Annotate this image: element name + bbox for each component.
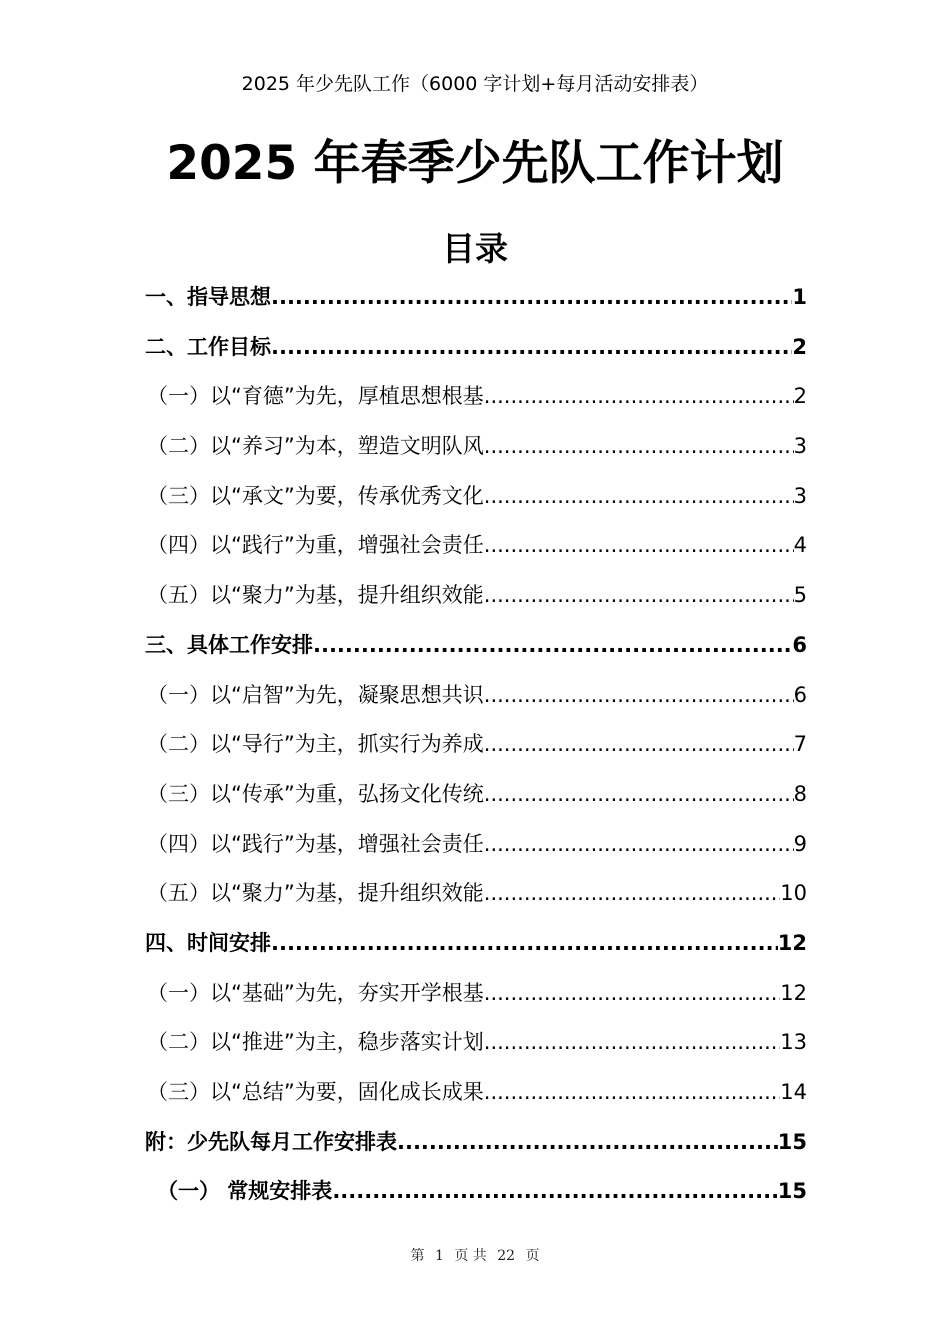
toc-entry[interactable] (145, 621, 807, 671)
toc-dot-leader (484, 1068, 781, 1118)
toc-entry-page-number: 1 (792, 285, 807, 309)
toc-entry-page-number: 13 (780, 1030, 807, 1055)
toc-entry-title: （二）以“导行”为主，抓实行为养成 (147, 732, 484, 757)
toc-entry[interactable] (145, 820, 807, 870)
toc-entry-title: （三）以“传承”为重，弘扬文化传统 (147, 781, 484, 806)
footer-total-pages: 22 (497, 1248, 516, 1264)
toc-heading: 目录 (442, 229, 508, 268)
footer-middle: 页 共 (454, 1248, 487, 1264)
table-of-contents (145, 273, 807, 1217)
toc-entry[interactable] (145, 919, 807, 969)
toc-entry[interactable] (145, 1118, 807, 1168)
toc-entry-title: （一） 常规安排表 (157, 1179, 333, 1204)
toc-entry[interactable] (145, 273, 807, 323)
toc-dot-leader (397, 1118, 778, 1168)
toc-entry[interactable] (145, 521, 807, 571)
page-footer (0, 1245, 950, 1267)
toc-entry[interactable] (145, 571, 807, 621)
toc-entry-title: （二）以“养习”为本，塑造文明队风 (147, 434, 484, 459)
toc-entry-title: （一）以“启智”为先，凝聚思想共识 (147, 682, 484, 707)
toc-entry-title: （二）以“推进”为主，稳步落实计划 (147, 1030, 484, 1055)
toc-dot-leader (484, 671, 794, 721)
toc-dot-leader (484, 969, 781, 1019)
toc-entry-title: （一）以“育德”为先，厚植思想根基 (147, 384, 484, 409)
toc-entry-page-number: 10 (780, 881, 807, 906)
toc-dot-leader (484, 372, 794, 422)
toc-entry-page-number: 12 (777, 930, 807, 955)
toc-entry-title: 二、工作目标 (145, 334, 271, 359)
toc-entry-page-number: 3 (793, 434, 807, 459)
document-header: 2025 年少先队工作（6000 字计划+每月活动安排表） (241, 73, 709, 95)
toc-entry[interactable] (145, 323, 807, 373)
toc-entry-page-number: 6 (793, 682, 807, 707)
toc-dot-leader (313, 621, 792, 671)
toc-dot-leader (484, 720, 794, 770)
toc-entry[interactable] (145, 1167, 807, 1217)
toc-dot-leader (271, 273, 792, 323)
toc-dot-leader (484, 820, 794, 870)
toc-entry-page-number: 15 (777, 1179, 807, 1204)
footer-prefix: 第 (410, 1248, 425, 1264)
toc-entry[interactable] (145, 671, 807, 721)
toc-dot-leader (271, 323, 792, 373)
toc-entry[interactable] (145, 1018, 807, 1068)
toc-dot-leader (484, 422, 794, 472)
toc-entry-title: （五）以“聚力”为基，提升组织效能 (147, 583, 484, 608)
toc-entry-title: 一、指导思想 (145, 285, 271, 309)
toc-entry-title: （四）以“践行”为基，增强社会责任 (147, 831, 484, 856)
toc-dot-leader (484, 869, 781, 919)
toc-entry-page-number: 4 (793, 533, 807, 558)
toc-entry-page-number: 12 (780, 980, 807, 1005)
toc-entry-page-number: 8 (793, 781, 807, 806)
toc-entry-title: 四、时间安排 (145, 930, 271, 955)
toc-entry[interactable] (145, 372, 807, 422)
toc-entry-title: （一）以“基础”为先，夯实开学根基 (147, 980, 484, 1005)
toc-dot-leader (484, 1018, 781, 1068)
toc-entry[interactable] (145, 1068, 807, 1118)
toc-entry-title: （三）以“总结”为要，固化成长成果 (147, 1080, 484, 1104)
toc-dot-leader (271, 919, 778, 969)
toc-entry-title: 附：少先队每月工作安排表 (145, 1129, 397, 1154)
document-title: 2025 年春季少先队工作计划 (166, 136, 784, 191)
toc-entry-title: （五）以“聚力”为基，提升组织效能 (147, 881, 484, 906)
toc-dot-leader (484, 472, 794, 522)
toc-dot-leader (484, 521, 794, 571)
footer-current-page: 1 (434, 1248, 444, 1264)
footer-suffix: 页 (525, 1248, 540, 1264)
toc-entry[interactable] (145, 472, 807, 522)
toc-entry[interactable] (145, 422, 807, 472)
toc-entry-page-number: 2 (793, 384, 807, 409)
toc-entry[interactable] (145, 869, 807, 919)
toc-entry-page-number: 9 (793, 831, 807, 856)
toc-entry-title: （四）以“践行”为重，增强社会责任 (147, 533, 484, 558)
toc-dot-leader (484, 770, 794, 820)
toc-entry[interactable] (145, 770, 807, 820)
toc-entry-page-number: 7 (793, 732, 807, 757)
toc-entry[interactable] (145, 969, 807, 1019)
toc-entry-page-number: 14 (780, 1080, 807, 1104)
toc-entry-page-number: 3 (793, 483, 807, 508)
toc-entry-title: 三、具体工作安排 (145, 632, 313, 657)
toc-entry[interactable] (145, 720, 807, 770)
toc-entry-title: （三）以“承文”为要，传承优秀文化 (147, 483, 484, 508)
toc-entry-page-number: 6 (792, 632, 807, 657)
toc-entry-page-number: 15 (777, 1129, 807, 1154)
toc-entry-page-number: 2 (792, 334, 807, 359)
toc-dot-leader (484, 571, 794, 621)
toc-dot-leader (332, 1167, 777, 1217)
toc-entry-page-number: 5 (793, 583, 807, 608)
